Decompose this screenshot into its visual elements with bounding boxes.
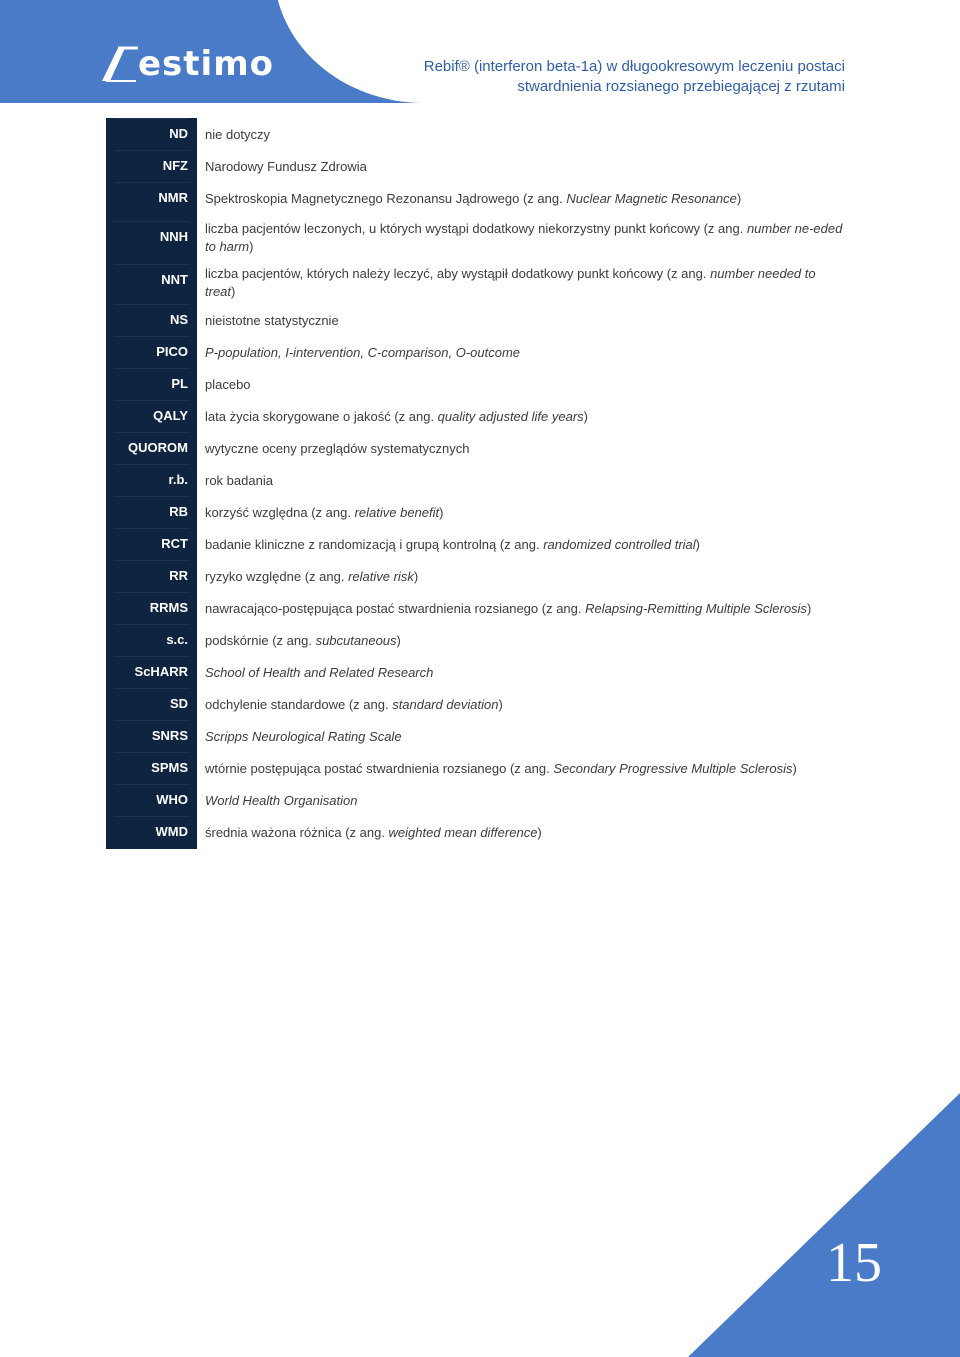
abbreviation-definition [205, 824, 845, 842]
abbreviation-definition [205, 760, 845, 778]
abbreviation-definition [205, 408, 845, 426]
english-term: number ne-eded to harm [205, 221, 843, 254]
abbreviation-term [106, 824, 197, 840]
definition-closing: ) [413, 569, 419, 584]
row-separator [114, 496, 189, 497]
definition-text: podskórnie (z ang. [205, 633, 316, 648]
abbreviation-definition [205, 344, 845, 362]
row-separator [114, 118, 189, 119]
definition-closing: ) [537, 825, 542, 840]
english-term: randomized controlled trial [543, 537, 696, 552]
abbreviation-term-text: SD [169, 696, 188, 711]
abbreviation-term [106, 760, 197, 776]
row-separator [114, 784, 189, 785]
abbreviation-term-text: QALY [153, 408, 188, 423]
abbreviation-term [106, 536, 197, 552]
abbreviation-term [106, 344, 197, 360]
abbreviation-term-text: NNH [159, 229, 188, 244]
english-term: subcutaneous [315, 633, 397, 648]
english-term: Scripps Neurological Rating Scale [205, 729, 402, 744]
abbreviation-term [106, 472, 197, 488]
document-title-line-1: Rebif® (interferon beta-1a) w długookresowym leczeniu postaci [423, 58, 845, 75]
page-number: 15 [826, 1232, 882, 1294]
document-title-line-2: stwardnienia rozsianego przebiegającej z rzutami [517, 78, 845, 95]
abbreviation-definition [205, 440, 845, 458]
definition-text: liczba pacjentów leczonych, u których wystąpi dodatkowy niekorzystny punkt końcowy (z ang. [205, 221, 747, 236]
abbreviation-definition [205, 190, 845, 208]
english-term: Secondary Progressive Multiple Sclerosis [553, 761, 793, 776]
abbreviation-term-text: ND [169, 126, 188, 141]
abbreviation-term [106, 272, 197, 288]
abbreviation-term [106, 568, 197, 584]
corner-triangle [688, 1093, 960, 1357]
definition-text: korzyść względna (z ang. [205, 505, 355, 520]
abbreviation-term [106, 664, 197, 680]
definition-closing: ) [249, 239, 254, 254]
abbreviation-definition [205, 472, 845, 490]
row-separator [114, 400, 189, 401]
abbreviation-term-text: RCT [161, 536, 188, 551]
row-separator [114, 432, 189, 433]
definition-text: Narodowy Fundusz Zdrowia [205, 159, 367, 174]
abbreviation-term [106, 376, 197, 392]
definition-text: lata życia skorygowane o jakość (z ang. [205, 409, 438, 424]
abbreviation-term [106, 792, 197, 808]
abbreviation-definition [205, 376, 845, 394]
english-term: relative risk [348, 569, 414, 584]
logo [100, 44, 274, 84]
row-separator [114, 592, 189, 593]
english-term: World Health Organisation [205, 793, 358, 808]
abbreviation-definition [205, 504, 845, 522]
abbreviation-term-text: PL [171, 376, 188, 391]
abbreviation-term-text: PICO [156, 344, 188, 359]
abbreviation-definition [205, 632, 845, 650]
definition-text: średnia ważona różnica (z ang. [205, 825, 389, 840]
abbreviation-definition [205, 158, 845, 176]
row-separator [114, 656, 189, 657]
row-separator [114, 528, 189, 529]
definition-closing: ) [792, 761, 797, 776]
definition-text: wtórnie postępująca postać stwardnienia rozsianego (z ang. [205, 761, 554, 776]
definition-closing: ) [806, 601, 812, 616]
definition-closing: ) [231, 284, 236, 299]
abbreviation-definition [205, 600, 845, 618]
abbreviation-definition [205, 568, 845, 586]
row-separator [114, 264, 189, 265]
abbreviation-term-text: SNRS [151, 728, 188, 743]
abbreviation-term-text: NFZ [162, 158, 188, 173]
row-separator [114, 368, 189, 369]
definition-closing: ) [439, 505, 444, 520]
abbreviation-term-text: ScHARR [134, 664, 188, 679]
row-separator [114, 336, 189, 337]
abbreviation-term-text: WHO [156, 792, 188, 807]
definition-text: badanie kliniczne z randomizacją i grupą kontrolną (z ang. [205, 537, 544, 552]
row-separator [114, 464, 189, 465]
abbreviation-term [106, 312, 197, 328]
abbreviation-term-text: RB [169, 504, 188, 519]
abbreviation-term [106, 696, 197, 712]
abbreviation-term-text: s.c. [166, 632, 188, 647]
english-term: standard deviation [392, 697, 499, 712]
abbreviation-term [106, 632, 197, 648]
row-separator [114, 688, 189, 689]
abbreviation-term-text: RR [169, 568, 188, 583]
abbreviation-definition [205, 312, 845, 330]
definition-closing: ) [736, 191, 742, 206]
definition-closing: ) [695, 537, 701, 552]
abbreviation-term [106, 600, 197, 616]
definition-text: liczba pacjentów, których należy leczyć, aby wystąpił dodatkowy punkt końcowy (z ang. [205, 266, 711, 281]
abbreviation-term-text: WMD [155, 824, 188, 839]
abbreviation-definition [205, 126, 845, 144]
definition-text: nieistotne statystycznie [205, 313, 339, 328]
abbreviation-definition [205, 220, 845, 256]
definition-text: nie dotyczy [205, 127, 271, 142]
abbreviation-term-text: SPMS [151, 760, 188, 775]
definition-text: rok badania [205, 473, 273, 488]
logo-text: estimo [138, 44, 274, 84]
english-term: Nuclear Magnetic Resonance [566, 191, 737, 206]
english-term: Relapsing-Remitting Multiple Sclerosis [585, 601, 807, 616]
abbreviation-definition [205, 792, 845, 810]
abbreviation-term [106, 440, 197, 456]
abbreviation-term-text: NNT [161, 272, 188, 287]
abbreviation-term [106, 728, 197, 744]
definition-text: nawracająco-postępująca postać stwardnienia rozsianego (z ang. [205, 601, 586, 616]
abbreviation-definition [205, 728, 845, 746]
document-title [325, 57, 845, 97]
row-separator [114, 221, 189, 222]
abbreviation-term [106, 126, 197, 142]
row-separator [114, 560, 189, 561]
row-separator [114, 720, 189, 721]
abbreviation-term [106, 504, 197, 520]
abbreviation-term [106, 408, 197, 424]
abbreviation-term [106, 229, 197, 245]
abbreviation-term [106, 158, 197, 174]
abbreviation-term-text: NMR [158, 190, 188, 205]
abbreviation-definition [205, 664, 845, 682]
abbreviation-term-text: RRMS [149, 600, 188, 615]
row-separator [114, 182, 189, 183]
definition-closing: ) [498, 697, 503, 712]
row-separator [114, 752, 189, 753]
english-term: number needed to treat [205, 266, 816, 299]
row-separator [114, 304, 189, 305]
definition-text: placebo [205, 377, 251, 392]
definition-text: wytyczne oceny przeglądów systematycznych [205, 441, 470, 456]
abbreviation-term-text: NS [169, 312, 188, 327]
abbreviation-definition [205, 696, 845, 714]
english-term: School of Health and Related Research [205, 665, 434, 680]
row-separator [114, 150, 189, 151]
abbreviation-definition [205, 536, 845, 554]
abbreviation-term-text: QUOROM [128, 440, 188, 455]
english-term: relative benefit [354, 505, 440, 520]
row-separator [114, 816, 189, 817]
abbreviation-term [106, 190, 197, 206]
definition-text: odchylenie standardowe (z ang. [205, 697, 393, 712]
definition-text: ryzyko względne (z ang. [205, 569, 349, 584]
english-term: P-population, I-intervention, C-comparison, O-outcome [205, 345, 521, 360]
english-term: weighted mean difference [388, 825, 538, 840]
definition-closing: ) [583, 409, 588, 424]
abbreviation-term-text: r.b. [168, 472, 188, 487]
definition-closing: ) [396, 633, 401, 648]
row-separator [114, 624, 189, 625]
english-term: quality adjusted life years [437, 409, 584, 424]
abbreviation-definition [205, 265, 845, 301]
definition-text: Spektroskopia Magnetycznego Rezonansu Jądrowego (z ang. [205, 191, 567, 206]
logo-mark-icon [100, 45, 140, 83]
